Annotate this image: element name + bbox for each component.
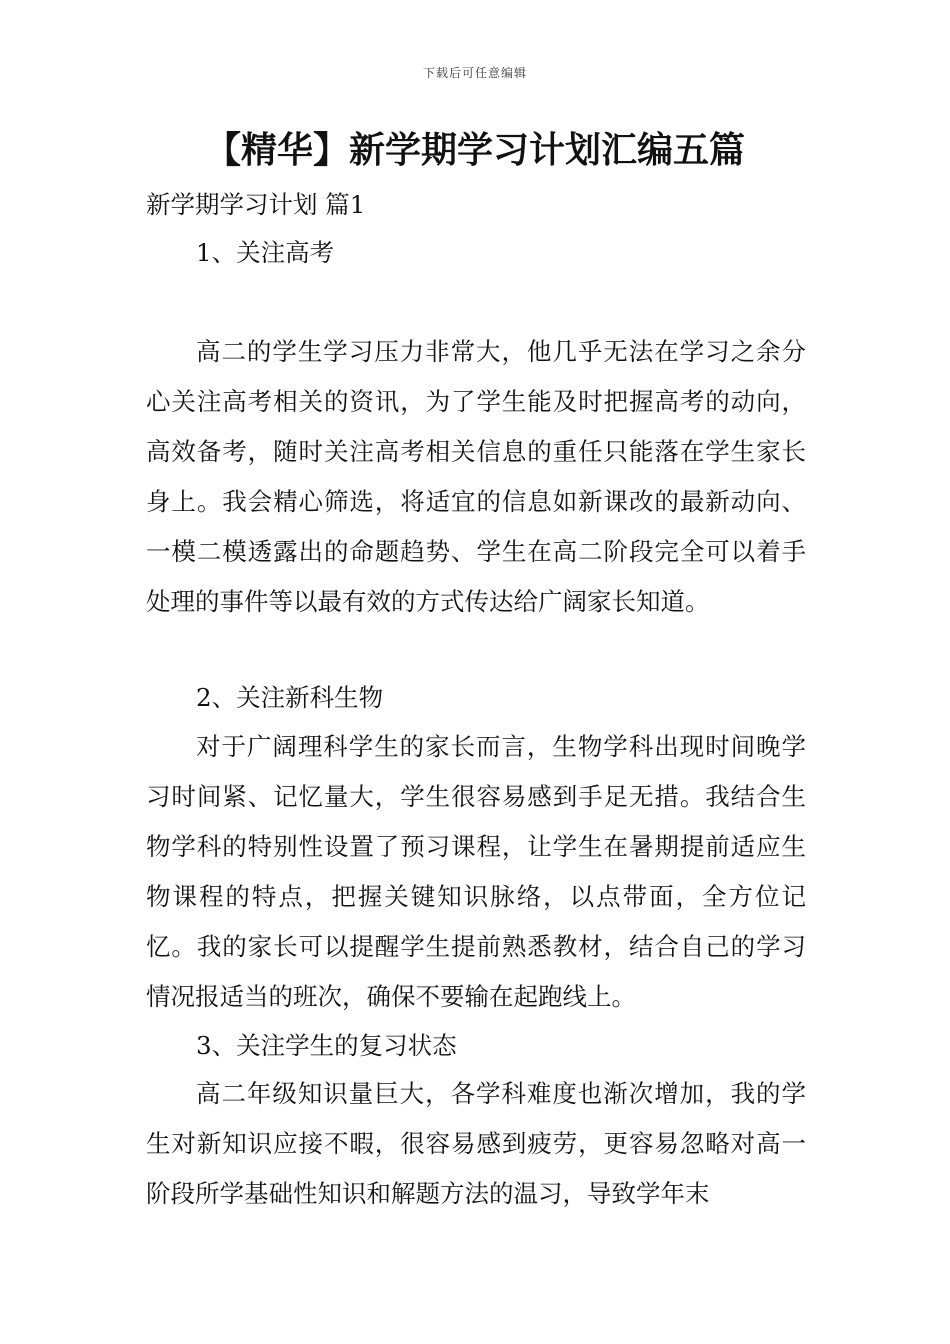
document-title: 【精华】新学期学习计划汇编五篇 [204, 130, 745, 171]
section-title: 新学期学习计划 篇1 [146, 190, 366, 219]
header-note: 下载后可任意编辑 [422, 66, 527, 80]
item-paragraph-1: 高二的学生学习压力非常大，他几乎无法在学习之余分心关注高考相关的资讯，为了学生能及时把握高考的动向，高效备考，随时关注高考相关信息的重任只能落在学生家长身上。我会精心筛选，将适宜的信息如新课改的最新动向、一模二模透露出的命题趋势、学生在高二阶段完全可以着手处理的事件等以最有效的方式传达给广阔家长知道。 [146, 337, 806, 616]
item-heading-1: 1、关注高考 [196, 238, 335, 267]
item-heading-3: 3、关注学生的复习状态 [196, 1031, 457, 1060]
item-paragraph-2: 对于广阔理科学生的家长而言，生物学科出现时间晚学习时间紧、记忆量大，学生很容易感到手足无措。我结合生物学科的特别性设置了预习课程，让学生在暑期提前适应生物课程的特点，把握关键知识脉络，以点带面，全方位记忆。我的家长可以提醒学生提前熟悉教材，结合自己的学习情况报适当的班次，确保不要输在起跑线上。 [146, 732, 806, 1011]
item-paragraph-3: 高二年级知识量巨大，各学科难度也渐次增加，我的学生对新知识应接不暇，很容易感到疲劳，更容易忽略对高一阶段所学基础性知识和解题方法的温习，导致学年末 [146, 1079, 806, 1208]
item-heading-2: 2、关注新科生物 [196, 683, 384, 712]
